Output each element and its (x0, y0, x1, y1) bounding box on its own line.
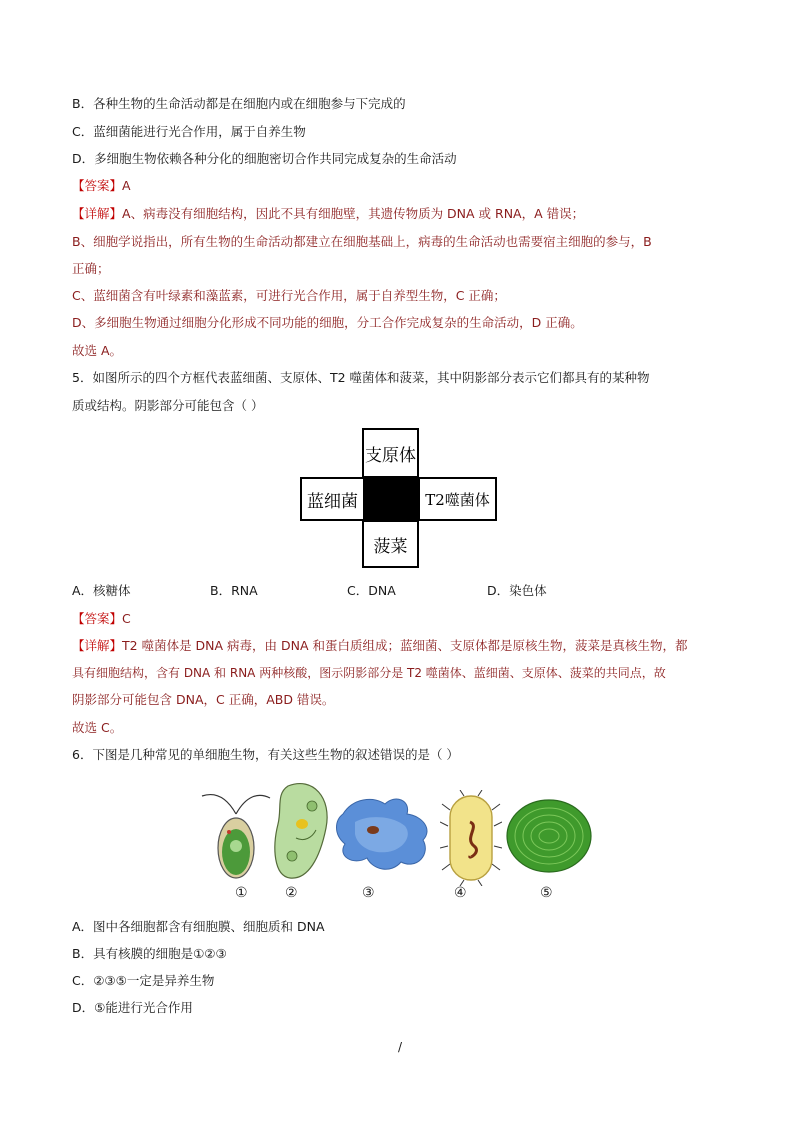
q4-option-c: C．蓝细菌能进行光合作用，属于自养生物 (72, 124, 306, 139)
amoeba-image (333, 794, 435, 874)
organism-label-3: ③ (362, 885, 375, 901)
q5-conclusion: 故选 C。 (72, 720, 123, 735)
organism-label-5: ⑤ (540, 885, 553, 901)
figure-shaded-region (364, 477, 419, 521)
bacterium-image (440, 790, 502, 886)
figure-box-right: T2噬菌体 (418, 477, 497, 521)
q5-answer-tag: 【答案】 (72, 611, 123, 626)
q4-option-d: D．多细胞生物依赖各种分化的细胞密切合作共同完成复杂的生命活动 (72, 151, 457, 166)
organism-label-1: ① (235, 885, 248, 901)
q5-option-b: B．RNA (210, 583, 258, 598)
q6-option-a: A．图中各细胞都含有细胞膜、细胞质和 DNA (72, 919, 325, 934)
q5-option-d: D．染色体 (487, 583, 547, 598)
q4-answer: A (122, 178, 131, 193)
chlamydomonas-image (196, 786, 276, 886)
q5-detail-1: T2 噬菌体是 DNA 病毒，由 DNA 和蛋白质组成；蓝细菌、支原体都是原核生物，菠菜是真核生物，都 (122, 638, 688, 653)
organism-label-2: ② (285, 885, 298, 901)
q5-answer-line (72, 611, 131, 627)
q5-detail-line-1 (72, 638, 688, 654)
q4-detail-tag: 【详解】 (72, 206, 123, 221)
figure-box-left: 蓝细菌 (300, 477, 365, 521)
q4-detail-line-1 (72, 206, 584, 222)
paramecium-image (268, 778, 336, 886)
q5-detail-3: 阴影部分可能包含 DNA，C 正确，ABD 错误。 (72, 692, 335, 707)
q4-detail-5: D、多细胞生物通过细胞分化形成不同功能的细胞，分工合作完成复杂的生命活动，D 正确。 (72, 315, 583, 330)
q5-stem-2: 质或结构。阴影部分可能包含（ ） (72, 398, 264, 413)
cyanobacterium-image (505, 798, 593, 874)
q4-answer-tag: 【答案】 (72, 178, 123, 193)
q4-detail-3: 正确； (72, 261, 110, 276)
page-footer-mark: / (398, 1040, 403, 1054)
q6-option-c: C．②③⑤一定是异养生物 (72, 973, 215, 988)
figure-box-top: 支原体 (362, 428, 419, 478)
q4-detail-1: A、病毒没有细胞结构，因此不具有细胞壁，其遗传物质为 DNA 或 RNA，A 错误； (122, 206, 585, 221)
q5-stem-1: 5．如图所示的四个方框代表蓝细菌、支原体、T2 噬菌体和菠菜，其中阴影部分表示它们都具有的某种物 (72, 370, 650, 385)
q4-option-b: B．各种生物的生命活动都是在细胞内或在细胞参与下完成的 (72, 96, 406, 111)
q4-conclusion: 故选 A。 (72, 343, 123, 358)
q5-option-c: C．DNA (347, 583, 396, 598)
q6-stem: 6．下图是几种常见的单细胞生物，有关这些生物的叙述错误的是（ ） (72, 747, 459, 762)
q5-detail-2: 具有细胞结构，含有 DNA 和 RNA 两种核酸，图示阴影部分是 T2 噬菌体、蓝细菌、支原体、菠菜的共同点，故 (72, 666, 666, 680)
q5-detail-tag: 【详解】 (72, 638, 123, 653)
organism-label-4: ④ (454, 885, 467, 901)
q4-detail-2: B、细胞学说指出，所有生物的生命活动都建立在细胞基础上，病毒的生命活动也需要宿主细胞的参与，B (72, 234, 652, 249)
q4-detail-4: C、蓝细菌含有叶绿素和藻蓝素，可进行光合作用，属于自养型生物，C 正确； (72, 288, 506, 303)
q6-option-b: B．具有核膜的细胞是①②③ (72, 946, 227, 961)
figure-box-bottom: 菠菜 (362, 520, 419, 568)
q5-option-a: A．核糖体 (72, 583, 131, 598)
q5-answer: C (122, 611, 131, 626)
q6-option-d: D．⑤能进行光合作用 (72, 1000, 193, 1015)
q4-answer-line (72, 178, 131, 194)
